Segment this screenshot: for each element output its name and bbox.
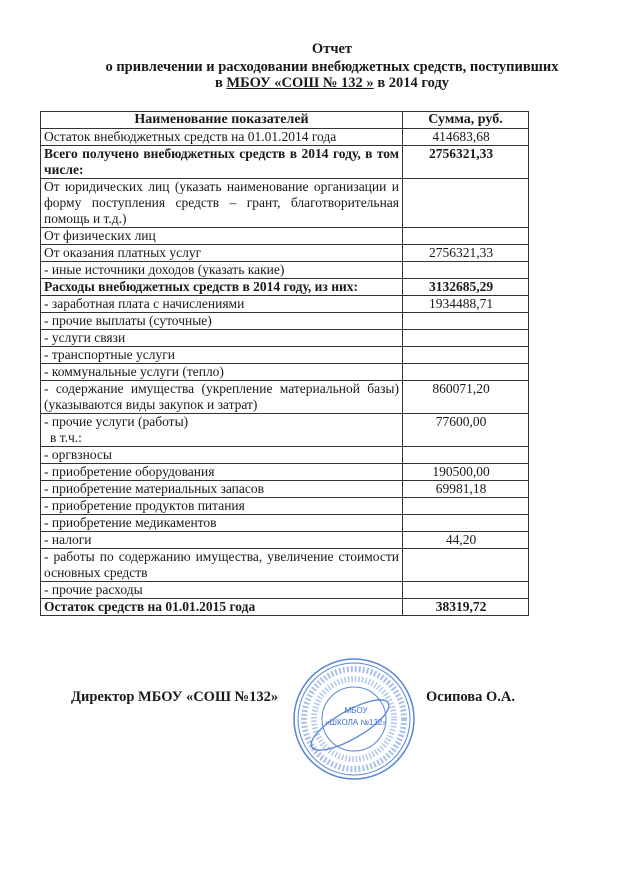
svg-text:МБОУ: МБОУ [344, 706, 368, 715]
table-row [41, 347, 529, 364]
row-name [41, 245, 403, 262]
row-name-text: - приобретение оборудования [44, 464, 215, 479]
row-sum: 414683,68 [403, 129, 529, 146]
row-name-text: - приобретение медикаментов [44, 515, 217, 530]
column-header-name: Наименование показателей [41, 112, 403, 129]
table-row [41, 296, 529, 313]
row-sum: 38319,72 [403, 599, 529, 616]
row-name-text: - прочие расходы [44, 582, 143, 597]
row-name-text: - заработная плата с начислениями [44, 296, 245, 311]
row-sum [403, 498, 529, 515]
row-name [41, 330, 403, 347]
row-sum: 77600,00 [403, 414, 529, 447]
row-name-text: - коммунальные услуги (тепло) [44, 364, 224, 379]
row-name-text: Остаток внебюджетных средств на 01.01.2014 года [44, 129, 337, 144]
table-header-row [41, 112, 529, 129]
row-name [41, 515, 403, 532]
row-name [41, 228, 403, 245]
table-row [41, 245, 529, 262]
column-header-sum: Сумма, руб. [403, 112, 529, 129]
report-table [40, 111, 529, 616]
row-name [41, 146, 403, 179]
table-row [41, 464, 529, 481]
row-name-text: - приобретение материальных запасов [44, 481, 265, 496]
director-title: Директор МБОУ «СОШ №132» [71, 689, 279, 705]
row-sum: 2756321,33 [403, 245, 529, 262]
row-name [41, 414, 403, 447]
row-sum: 2756321,33 [403, 146, 529, 179]
official-stamp [290, 655, 418, 783]
row-name-text: - приобретение продуктов питания [44, 498, 245, 513]
row-sum: 44,20 [403, 532, 529, 549]
table-row [41, 599, 529, 616]
row-name-text: Всего получено внебюджетных средств в 2014 году, в том числе: [44, 146, 399, 177]
row-name-text: Расходы внебюджетных средств в 2014 году, из них: [44, 279, 359, 294]
table-row [41, 146, 529, 179]
row-name-text: - прочие услуги (работы) [44, 414, 189, 429]
row-name [41, 599, 403, 616]
row-name [41, 549, 403, 582]
document-subtitle-line [22, 75, 620, 92]
table-row [41, 498, 529, 515]
row-sum [403, 582, 529, 599]
table-row [41, 228, 529, 245]
row-name-text: - услуги связи [44, 330, 126, 345]
row-subnote: в т.ч.: [50, 430, 82, 445]
row-name [41, 464, 403, 481]
row-name-text: От физических лиц [44, 228, 156, 243]
document-subtitle: о привлечении и расходовании внебюджетных средств, поступивших [105, 59, 559, 75]
row-sum: 860071,20 [403, 381, 529, 414]
row-name-text: - работы по содержанию имущества, увеличение стоимости основных средств [44, 549, 399, 580]
row-sum [403, 347, 529, 364]
table-row [41, 532, 529, 549]
row-name [41, 129, 403, 146]
row-name [41, 447, 403, 464]
row-name [41, 364, 403, 381]
row-name-text: Остаток средств на 01.01.2015 года [44, 599, 256, 614]
row-sum [403, 330, 529, 347]
table-row [41, 481, 529, 498]
row-name [41, 381, 403, 414]
row-name [41, 313, 403, 330]
row-name [41, 179, 403, 228]
row-name-text: - иные источники доходов (указать какие) [44, 262, 285, 277]
row-name-text: От юридических лиц (указать наименование организации и форму поступления средств – грант, благотворительная помощь и т.д.) [44, 179, 399, 226]
table-row [41, 313, 529, 330]
row-name-text: - налоги [44, 532, 92, 547]
table-row [41, 447, 529, 464]
table-row [41, 279, 529, 296]
row-name-text: От оказания платных услуг [44, 245, 202, 260]
row-sum [403, 364, 529, 381]
table-row [41, 262, 529, 279]
table-row [41, 549, 529, 582]
table-row [41, 414, 529, 447]
row-sum [403, 549, 529, 582]
row-name-text: - оргвзносы [44, 447, 112, 462]
row-sum: 3132685,29 [403, 279, 529, 296]
table-row [41, 179, 529, 228]
document-title: Отчет [311, 41, 353, 57]
org-name: МБОУ «СОШ № 132 » [226, 75, 374, 91]
table-row [41, 515, 529, 532]
table-row [41, 582, 529, 599]
director-name: Осипова О.А. [426, 689, 516, 705]
svg-text:«ШКОЛА №132»: «ШКОЛА №132» [325, 718, 387, 727]
row-name [41, 262, 403, 279]
table-row [41, 381, 529, 414]
suffix: в 2014 году [377, 75, 450, 91]
row-sum [403, 447, 529, 464]
row-name [41, 498, 403, 515]
table-row [41, 129, 529, 146]
table-row [41, 364, 529, 381]
row-sum [403, 313, 529, 330]
table-row [41, 330, 529, 347]
row-name-text: - транспортные услуги [44, 347, 175, 362]
row-sum: 69981,18 [403, 481, 529, 498]
row-sum [403, 179, 529, 228]
row-sum: 190500,00 [403, 464, 529, 481]
row-sum [403, 262, 529, 279]
row-name [41, 279, 403, 296]
row-name [41, 296, 403, 313]
prefix: в [214, 75, 223, 91]
row-sum [403, 228, 529, 245]
row-name [41, 532, 403, 549]
row-name [41, 582, 403, 599]
row-sum: 1934488,71 [403, 296, 529, 313]
row-name [41, 347, 403, 364]
row-name [41, 481, 403, 498]
row-name-text: - прочие выплаты (суточные) [44, 313, 212, 328]
row-name-text: - содержание имущества (укрепление материальной базы) (указываются виды закупок и затрат) [44, 381, 399, 412]
row-sum [403, 515, 529, 532]
